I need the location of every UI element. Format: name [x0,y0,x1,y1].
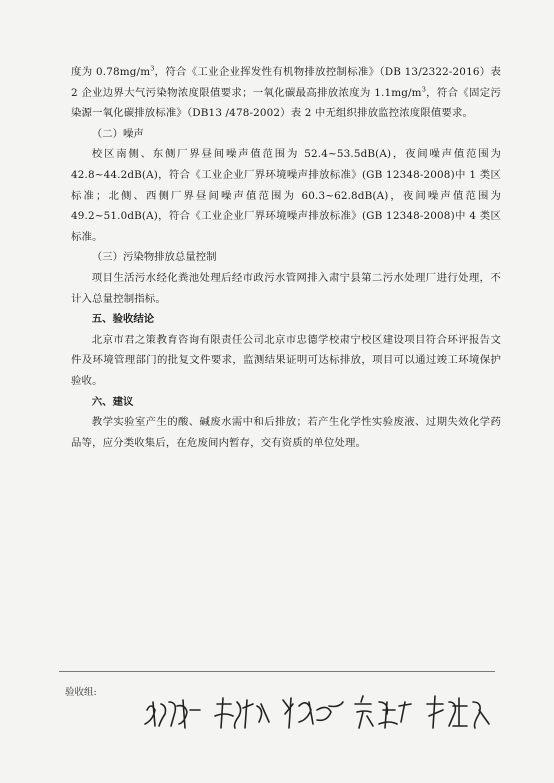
suggestion-heading: 六、建议 [91,395,134,408]
total-control-paragraph: 项目生活污水经化粪池处理后经市政污水管网排入肃宁县第二污水处理厂进行处理，不计入总量控制指标。 [71,271,501,305]
signature-2 [215,698,269,728]
text-run: 度为 0.78mg/m [71,66,151,78]
signature-label: 验收组: [65,687,97,698]
document-body [71,62,501,453]
signature-4 [355,696,411,728]
text-run: ，符合《工业企业挥发性有机物排放控制标准》（DB 13/2322-2016）表 2 企业边界大气污染物浓度限值要求；一氧化碳最高排放浓度为 1.1mg/m [71,66,501,99]
superscript: 3 [150,64,155,73]
noise-paragraph: 校区南侧、东侧厂界昼间噪声值范围为 52.4~53.5dB(A)，夜间噪声值范围为 42.8~44.2dB(A)，符合《工业企业厂界环境噪声排放标准》(GB 12348-2008)中 1 类区标准；北侧、西侧厂界昼间噪声值范围为 60.3~62.8dB(A)，夜间噪声值范围为 49.2~51.0dB(A)，符合《工业企业厂界环境噪声排放标准》(GB 12348-2008)中 4 类区标准。 [71,148,501,243]
paragraph-emissions [71,62,501,124]
total-control-heading: （三）污染物排放总量控制 [91,251,217,264]
handwritten-signatures [87,680,507,740]
suggestion-paragraph: 教学实验室产生的酸、碱废水需中和后排放；若产生化学性实验废液、过期失效化学药品等，应分类收集后，在危废间内暂存，交有资质的单位处理。 [71,416,501,449]
conclusion-paragraph: 北京市君之策教育咨询有限责任公司北京市忠德学校肃宁校区建设项目符合环评报告文件及环境管理部门的批复文件要求，监测结果证明可达标排放，项目可以通过竣工环境保护验收。 [71,333,501,387]
text-run: ，符合《固定污染源一氧化碳排放标准》（DB13 /478-2002）表 2 中无组织排放监控浓度限值要求。 [71,86,501,120]
signature-area [59,680,495,740]
signature-3 [283,698,343,728]
signature-1 [145,700,200,728]
signature-divider [59,671,495,672]
noise-heading: （二）噪声 [91,127,144,140]
conclusion-heading: 五、验收结论 [91,313,155,326]
superscript: 3 [421,85,426,94]
signature-5 [427,696,489,728]
